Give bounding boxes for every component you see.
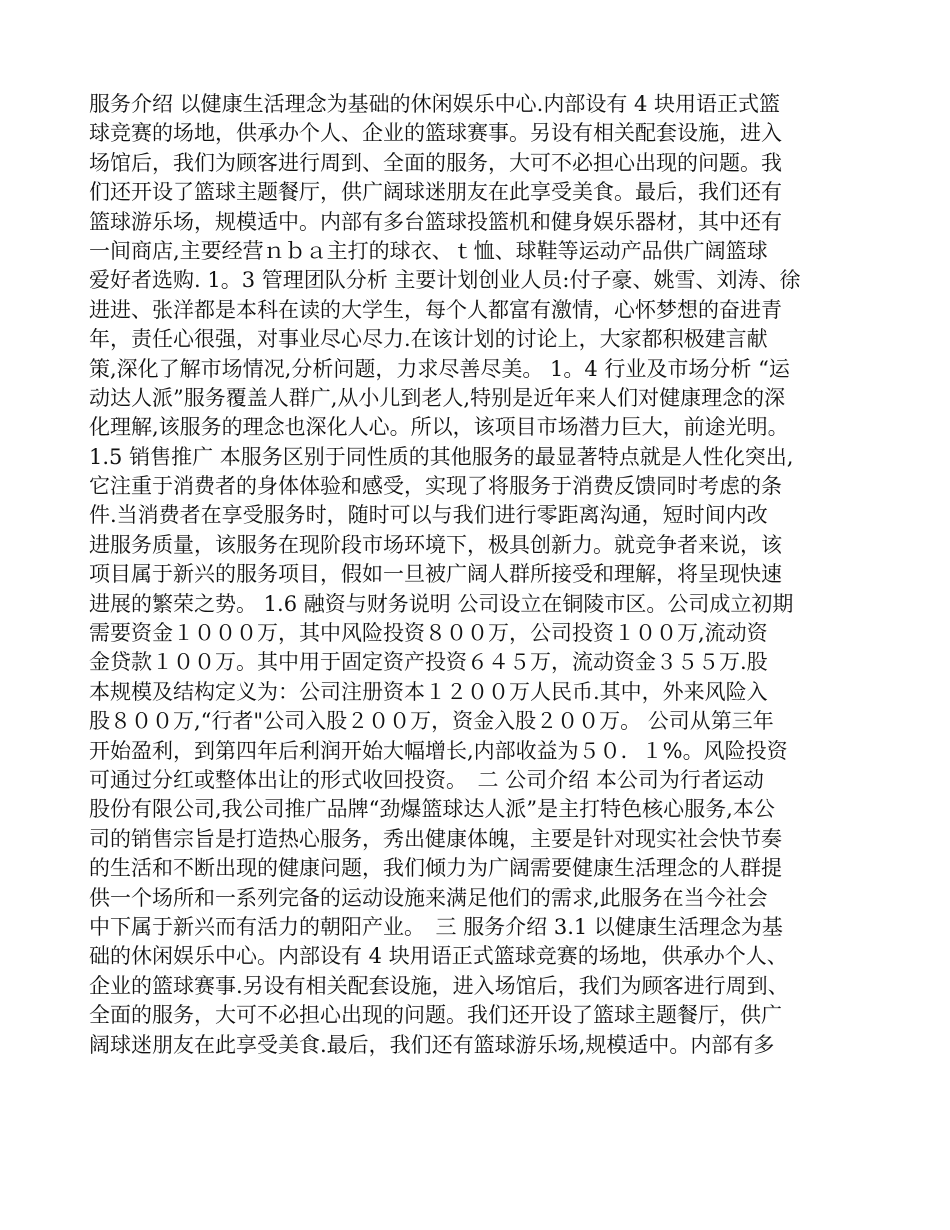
text-line: 件.当消费者在享受服务时，随时可以与我们进行零距离沟通，短时间内改 (89, 503, 768, 528)
text-line: 篮球游乐场，规模适中。内部有多台篮球投篮机和健身娱乐器材，其中还有 (89, 209, 782, 234)
text-line: 开始盈利，到第四年后利润开始大幅增长,内部收益为５０．１%。风险投资 (89, 738, 788, 763)
text-line: 供一个场所和一系列完备的运动设施来满足他们的需求,此服务在当今社会 (89, 885, 768, 910)
text-line: 一间商店,主要经营ｎｂａ主打的球衣、ｔ恤、球鞋等运动产品供广阔篮球 (89, 238, 768, 263)
text-line: 股份有限公司,我公司推广品牌“劲爆篮球达人派”是主打特色核心服务,本公 (89, 797, 775, 822)
text-line: 本规模及结构定义为：公司注册资本１２００万人民币.其中，外来风险入 (89, 679, 768, 704)
text-line: 它注重于消费者的身体体验和感受，实现了将服务于消费反馈同时考虑的条 (89, 474, 782, 499)
text-line: 化理解,该服务的理念也深化人心。所以，该项目市场潜力巨大，前途光明。 (89, 415, 789, 440)
text-line: 进服务质量，该服务在现阶段市场环境下，极具创新力。就竞争者来说，该 (89, 532, 782, 557)
text-line: 们还开设了篮球主题餐厅，供广阔球迷朋友在此享受美食。最后，我们还有 (89, 180, 782, 205)
text-line: 进展的繁荣之势。 1.6 融资与财务说明 公司设立在铜陵市区。公司成立初期 (89, 591, 794, 616)
text-line: 可通过分红或整体出让的形式收回投资。 二 公司介绍 本公司为行者运动 (89, 767, 764, 792)
text-line: 的生活和不断出现的健康问题，我们倾力为广阔需要健康生活理念的人群提 (89, 856, 782, 881)
text-line: 爱好者选购. 1。3 管理团队分析 主要计划创业人员:付子豪、姚雪、刘涛、徐 (89, 268, 801, 293)
text-line: 1.5 销售推广 本服务区别于同性质的其他服务的最显著特点就是人性化突出, (89, 444, 794, 469)
text-line: 股８００万,“行者"公司入股２００万，资金入股２００万。 公司从第三年 (89, 709, 774, 734)
text-line: 需要资金１０００万，其中风险投资８００万，公司投资１００万,流动资 (89, 621, 768, 646)
text-line: 司的销售宗旨是打造热心服务，秀出健康体魄，主要是针对现实社会快节奏 (89, 826, 782, 851)
text-line: 服务介绍 以健康生活理念为基础的休闲娱乐中心.内部设有 4 块用语正式篮 (89, 92, 781, 116)
text-line: 全面的服务，大可不必担心出现的问题。我们还开设了篮球主题餐厅，供广 (89, 1003, 782, 1028)
text-line: 动达人派”服务覆盖人群广,从小儿到老人,特别是近年来人们对健康理念的深 (89, 385, 786, 410)
text-line: 策,深化了解市场情况,分析问题，力求尽善尽美。 1。4 行业及市场分析 “运 (89, 356, 790, 381)
body-text (89, 90, 869, 1060)
text-line: 球竞赛的场地，供承办个人、企业的篮球赛事。另设有相关配套设施，进入 (89, 121, 782, 146)
text-line: 础的休闲娱乐中心。内部设有 4 块用语正式篮球竞赛的场地，供承办个人、 (89, 944, 788, 969)
text-line: 场馆后，我们为顾客进行周到、全面的服务，大可不必担心出现的问题。我 (89, 150, 782, 175)
text-line: 项目属于新兴的服务项目，假如一旦被广阔人群所接受和理解，将呈现快速 (89, 562, 782, 587)
text-line: 金贷款１００万。其中用于固定资产投资６４５万，流动资金３５５万.股 (89, 650, 768, 675)
text-line: 阔球迷朋友在此享受美食.最后，我们还有篮球游乐场,规模适中。内部有多 (89, 1032, 775, 1057)
text-line: 年，责任心很强，对事业尽心尽力.在该计划的讨论上，大家都积极建言献 (89, 327, 768, 352)
text-line: 中下属于新兴而有活力的朝阳产业。 三 服务介绍 3.1 以健康生活理念为基 (89, 914, 783, 939)
text-line: 进进、张洋都是本科在读的大学生，每个人都富有激情，心怀梦想的奋进青 (89, 297, 782, 322)
text-line: 企业的篮球赛事.另设有相关配套设施，进入场馆后，我们为顾客进行周到、 (89, 973, 789, 998)
